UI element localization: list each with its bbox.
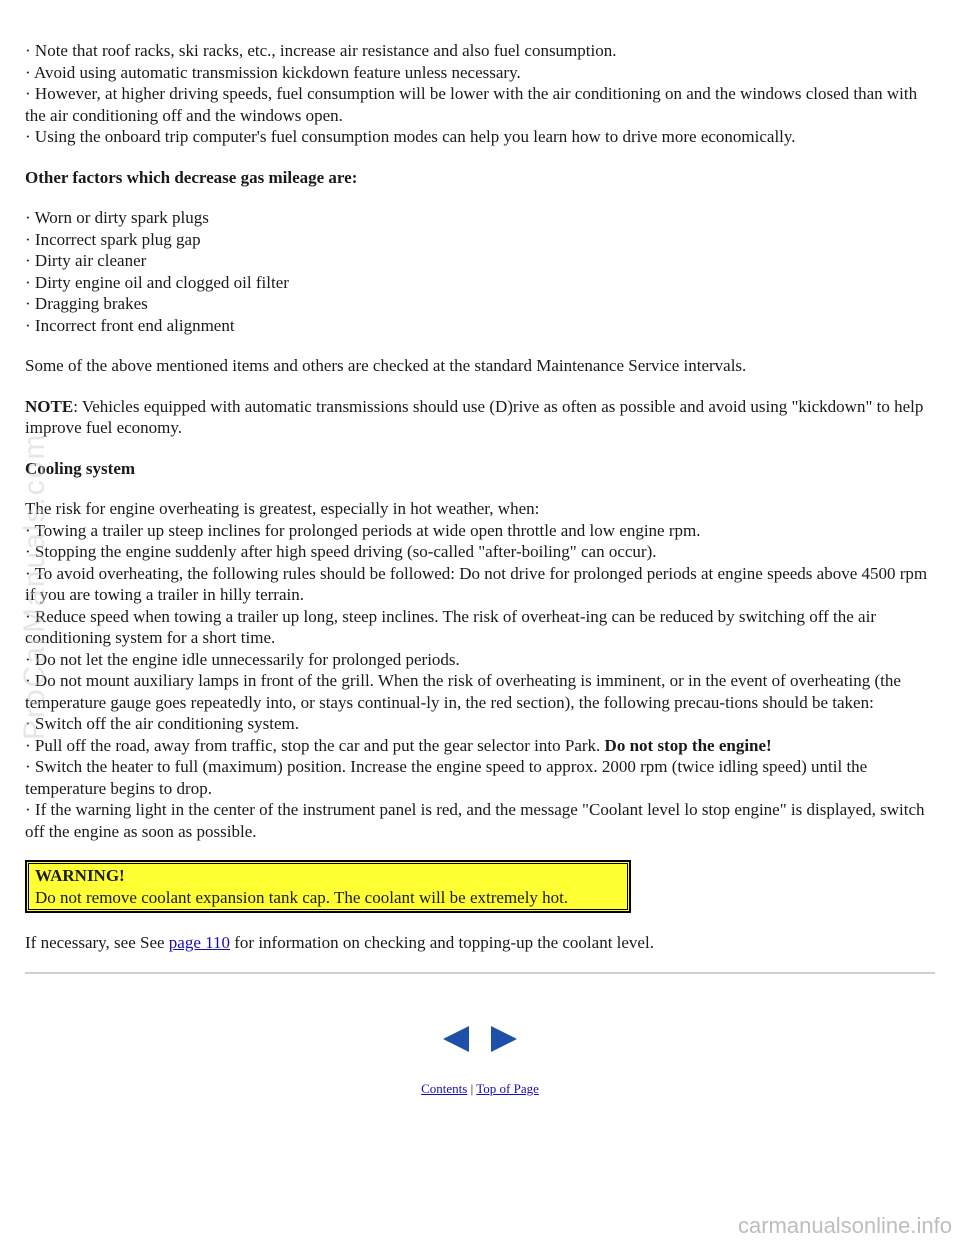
tip-item: · Using the onboard trip computer's fuel consumption modes can help you learn how to drive more economically.: [25, 127, 796, 146]
reference-before: If necessary, see See: [25, 933, 169, 952]
reference-paragraph: [25, 932, 940, 954]
footer-separator: |: [470, 1081, 474, 1096]
warning-box: [25, 860, 631, 913]
factor-item: · Incorrect front end alignment: [25, 315, 235, 335]
cooling-item: · If the warning light in the center of the instrument panel is red, and the message "Coolant level lo stop engine" is displayed, switch off the engine as soon as possible.: [25, 800, 925, 841]
tip-item: · Avoid using automatic transmission kickdown feature unless necessary.: [25, 62, 521, 82]
tip-item: · However, at higher driving speeds, fuel consumption will be lower with the air conditioning on and the windows closed than with the air conditioning off and the windows open.: [25, 84, 918, 125]
site-watermark: carmanualsonline.info: [737, 1212, 952, 1238]
arrow-left-icon[interactable]: [443, 1026, 469, 1052]
tip-item: · Note that roof racks, ski racks, etc., increase air resistance and also fuel consumption.: [25, 41, 617, 60]
factor-item: · Incorrect spark plug gap: [25, 229, 201, 249]
factor-item: · Dirty engine oil and clogged oil filter: [25, 272, 289, 292]
reference-after: for information on checking and topping-up the coolant level.: [230, 933, 654, 952]
maintenance-text: Some of the above mentioned items and others are checked at the standard Maintenance Service intervals.: [25, 356, 747, 375]
pull-off-text: · Pull off the road, away from traffic, stop the car and put the gear selector into Park.: [25, 735, 605, 755]
warning-text: Do not remove coolant expansion tank cap. The coolant will be extremely hot.: [35, 887, 569, 907]
page-110-link[interactable]: page 110: [168, 933, 231, 952]
manual-page: [18, 40, 940, 974]
cooling-item: · Switch the heater to full (maximum) position. Increase the engine speed to approx. 2000 rpm (twice idling speed) until the temperature begins to drop.: [25, 757, 868, 798]
cooling-item: · Towing a trailer up steep inclines for prolonged periods at wide open throttle and low engine rpm.: [25, 520, 701, 540]
factor-item: · Dragging brakes: [25, 294, 148, 313]
arrow-right-icon[interactable]: [491, 1026, 517, 1052]
cooling-item: · Reduce speed when towing a trailer up long, steep inclines. The risk of overheat-ing can be reduced by switching off the air conditioning system for a short time.: [25, 606, 876, 647]
footer-links: [0, 1078, 960, 1100]
factor-item: · Worn or dirty spark plugs: [25, 208, 209, 227]
divider: [25, 972, 935, 974]
cooling-item-pull-off: [25, 735, 940, 757]
cooling-item: · To avoid overheating, the following rules should be followed: Do not drive for prolonged periods at engine speeds above 4500 rpm if you are towing a trailer in hilly terrain.: [25, 563, 928, 604]
contents-link[interactable]: Contents: [421, 1081, 468, 1096]
cooling-item: · Stopping the engine suddenly after high speed driving (so-called "after-boiling" can occur).: [25, 542, 657, 561]
page-navigation: [441, 1024, 521, 1054]
side-watermark: ProCarManuals.com: [18, 432, 51, 740]
note-paragraph: [25, 396, 940, 439]
factor-item: · Dirty air cleaner: [25, 251, 147, 270]
cooling-item: · Do not mount auxiliary lamps in front of the grill. When the risk of overheating is imminent, or in the event of overheating (the temperature gauge goes repeatedly into, or stays continual-ly in, the red section), the following precau-tions should be taken:: [25, 671, 901, 712]
factors-heading: Other factors which decrease gas mileage are:: [25, 167, 358, 187]
pull-off-bold: Do not stop the engine!: [604, 735, 772, 755]
nav-arrows: [441, 1024, 521, 1054]
warning-title: WARNING!: [35, 866, 125, 885]
note-label: NOTE: [25, 396, 74, 416]
cooling-intro: The risk for engine overheating is greatest, especially in hot weather, when:: [25, 499, 540, 518]
cooling-item: · Switch off the air conditioning system.: [25, 714, 300, 733]
cooling-item: · Do not let the engine idle unnecessarily for prolonged periods.: [25, 649, 460, 669]
top-of-page-link[interactable]: Top of Page: [476, 1081, 539, 1096]
cooling-heading: Cooling system: [25, 458, 136, 478]
note-text: : Vehicles equipped with automatic transmissions should use (D)rive as often as possible and avoid using "kickdown" to help improve fuel economy.: [25, 396, 924, 437]
